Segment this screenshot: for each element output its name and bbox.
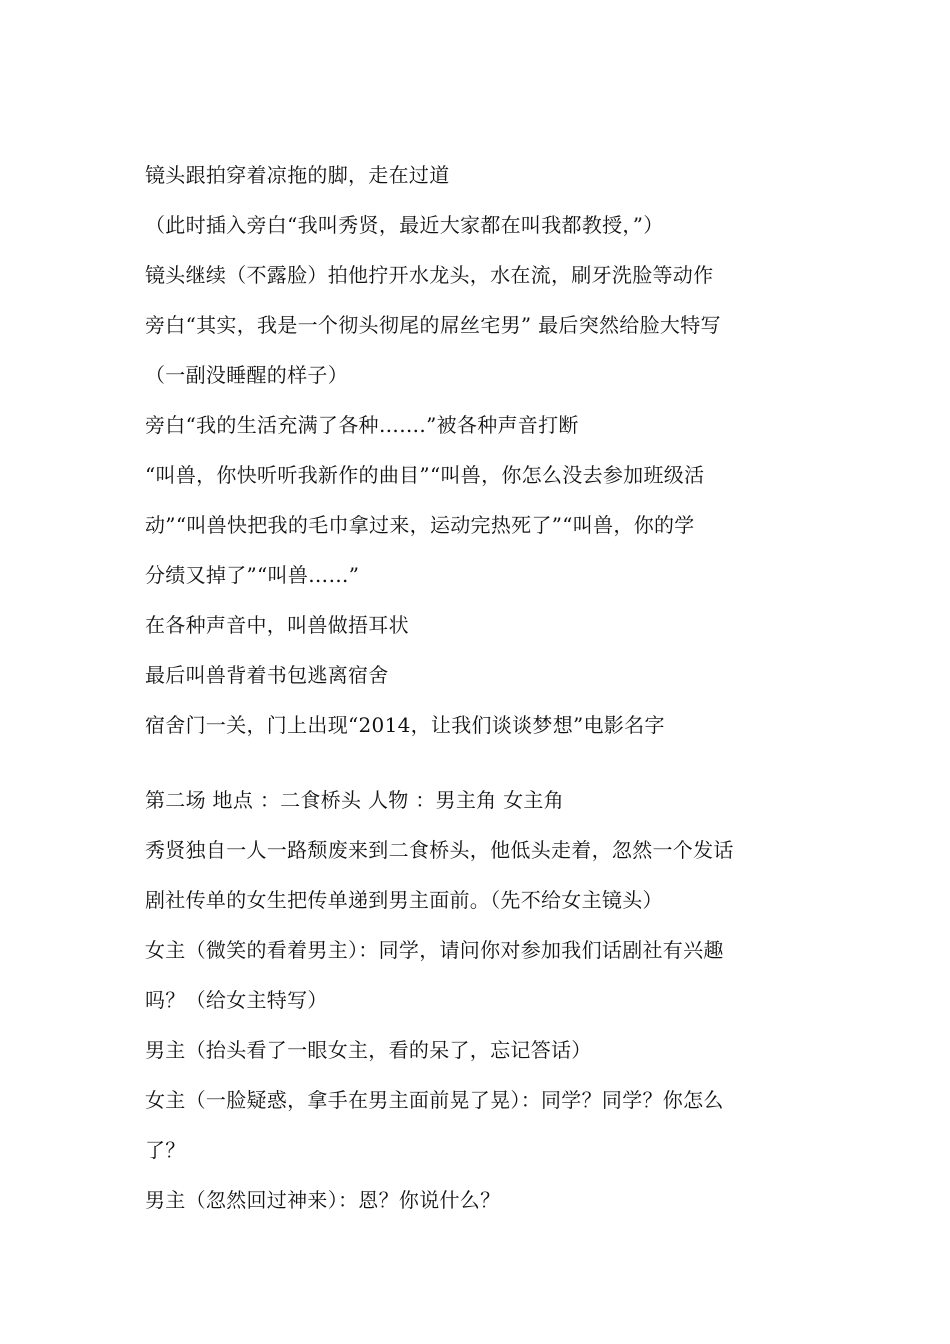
script-line: 女主（一脸疑惑，拿手在男主面前晃了晃）：同学？同学？你怎么 <box>145 1088 724 1112</box>
script-line: “叫兽，你快听听我新作的曲目”“叫兽，你怎么没去参加班级活 <box>145 463 705 487</box>
script-line: 吗？（给女主特写） <box>145 988 328 1012</box>
script-line: 女主（微笑的看着男主）：同学，请问你对参加我们话剧社有兴趣 <box>145 938 724 962</box>
script-line: 旁白“我的生活充满了各种…….”被各种声音打断 <box>145 413 579 437</box>
script-line: 旁白“其实，我是一个彻头彻尾的屌丝宅男” 最后突然给脸大特写 <box>145 313 721 337</box>
script-line: 镜头跟拍穿着凉拖的脚，走在过道 <box>145 163 450 187</box>
script-line: 男主（抬头看了一眼女主，看的呆了，忘记答话） <box>145 1038 592 1062</box>
script-line: 秀贤独自一人一路颓废来到二食桥头，他低头走着，忽然一个发话 <box>145 838 734 862</box>
script-line: 在各种声音中，叫兽做捂耳状 <box>145 613 409 637</box>
script-line: 宿舍门一关，门上出现“2014，让我们谈谈梦想”电影名字 <box>145 713 665 737</box>
script-line: （此时插入旁白“我叫秀贤，最近大家都在叫我都教授，”） <box>145 213 664 237</box>
script-line: 剧社传单的女生把传单递到男主面前。（先不给女主镜头） <box>145 888 663 912</box>
script-line: 动”“叫兽快把我的毛巾拿过来，运动完热死了”“叫兽，你的学 <box>145 513 695 537</box>
script-line: 最后叫兽背着书包逃离宿舍 <box>145 663 389 687</box>
script-line: 分绩又掉了”“叫兽……” <box>145 563 360 587</box>
script-line: 镜头继续（不露脸）拍他拧开水龙头，水在流，刷牙洗脸等动作 <box>145 263 714 287</box>
script-line: （一副没睡醒的样子） <box>145 363 348 387</box>
scene-heading: 第二场 地点 ：二食桥头 人物 ：男主角 女主角 <box>145 788 564 812</box>
script-line: 男主（忽然回过神来）：恩？你说什么？ <box>145 1188 501 1212</box>
script-line: 了？ <box>145 1138 186 1162</box>
